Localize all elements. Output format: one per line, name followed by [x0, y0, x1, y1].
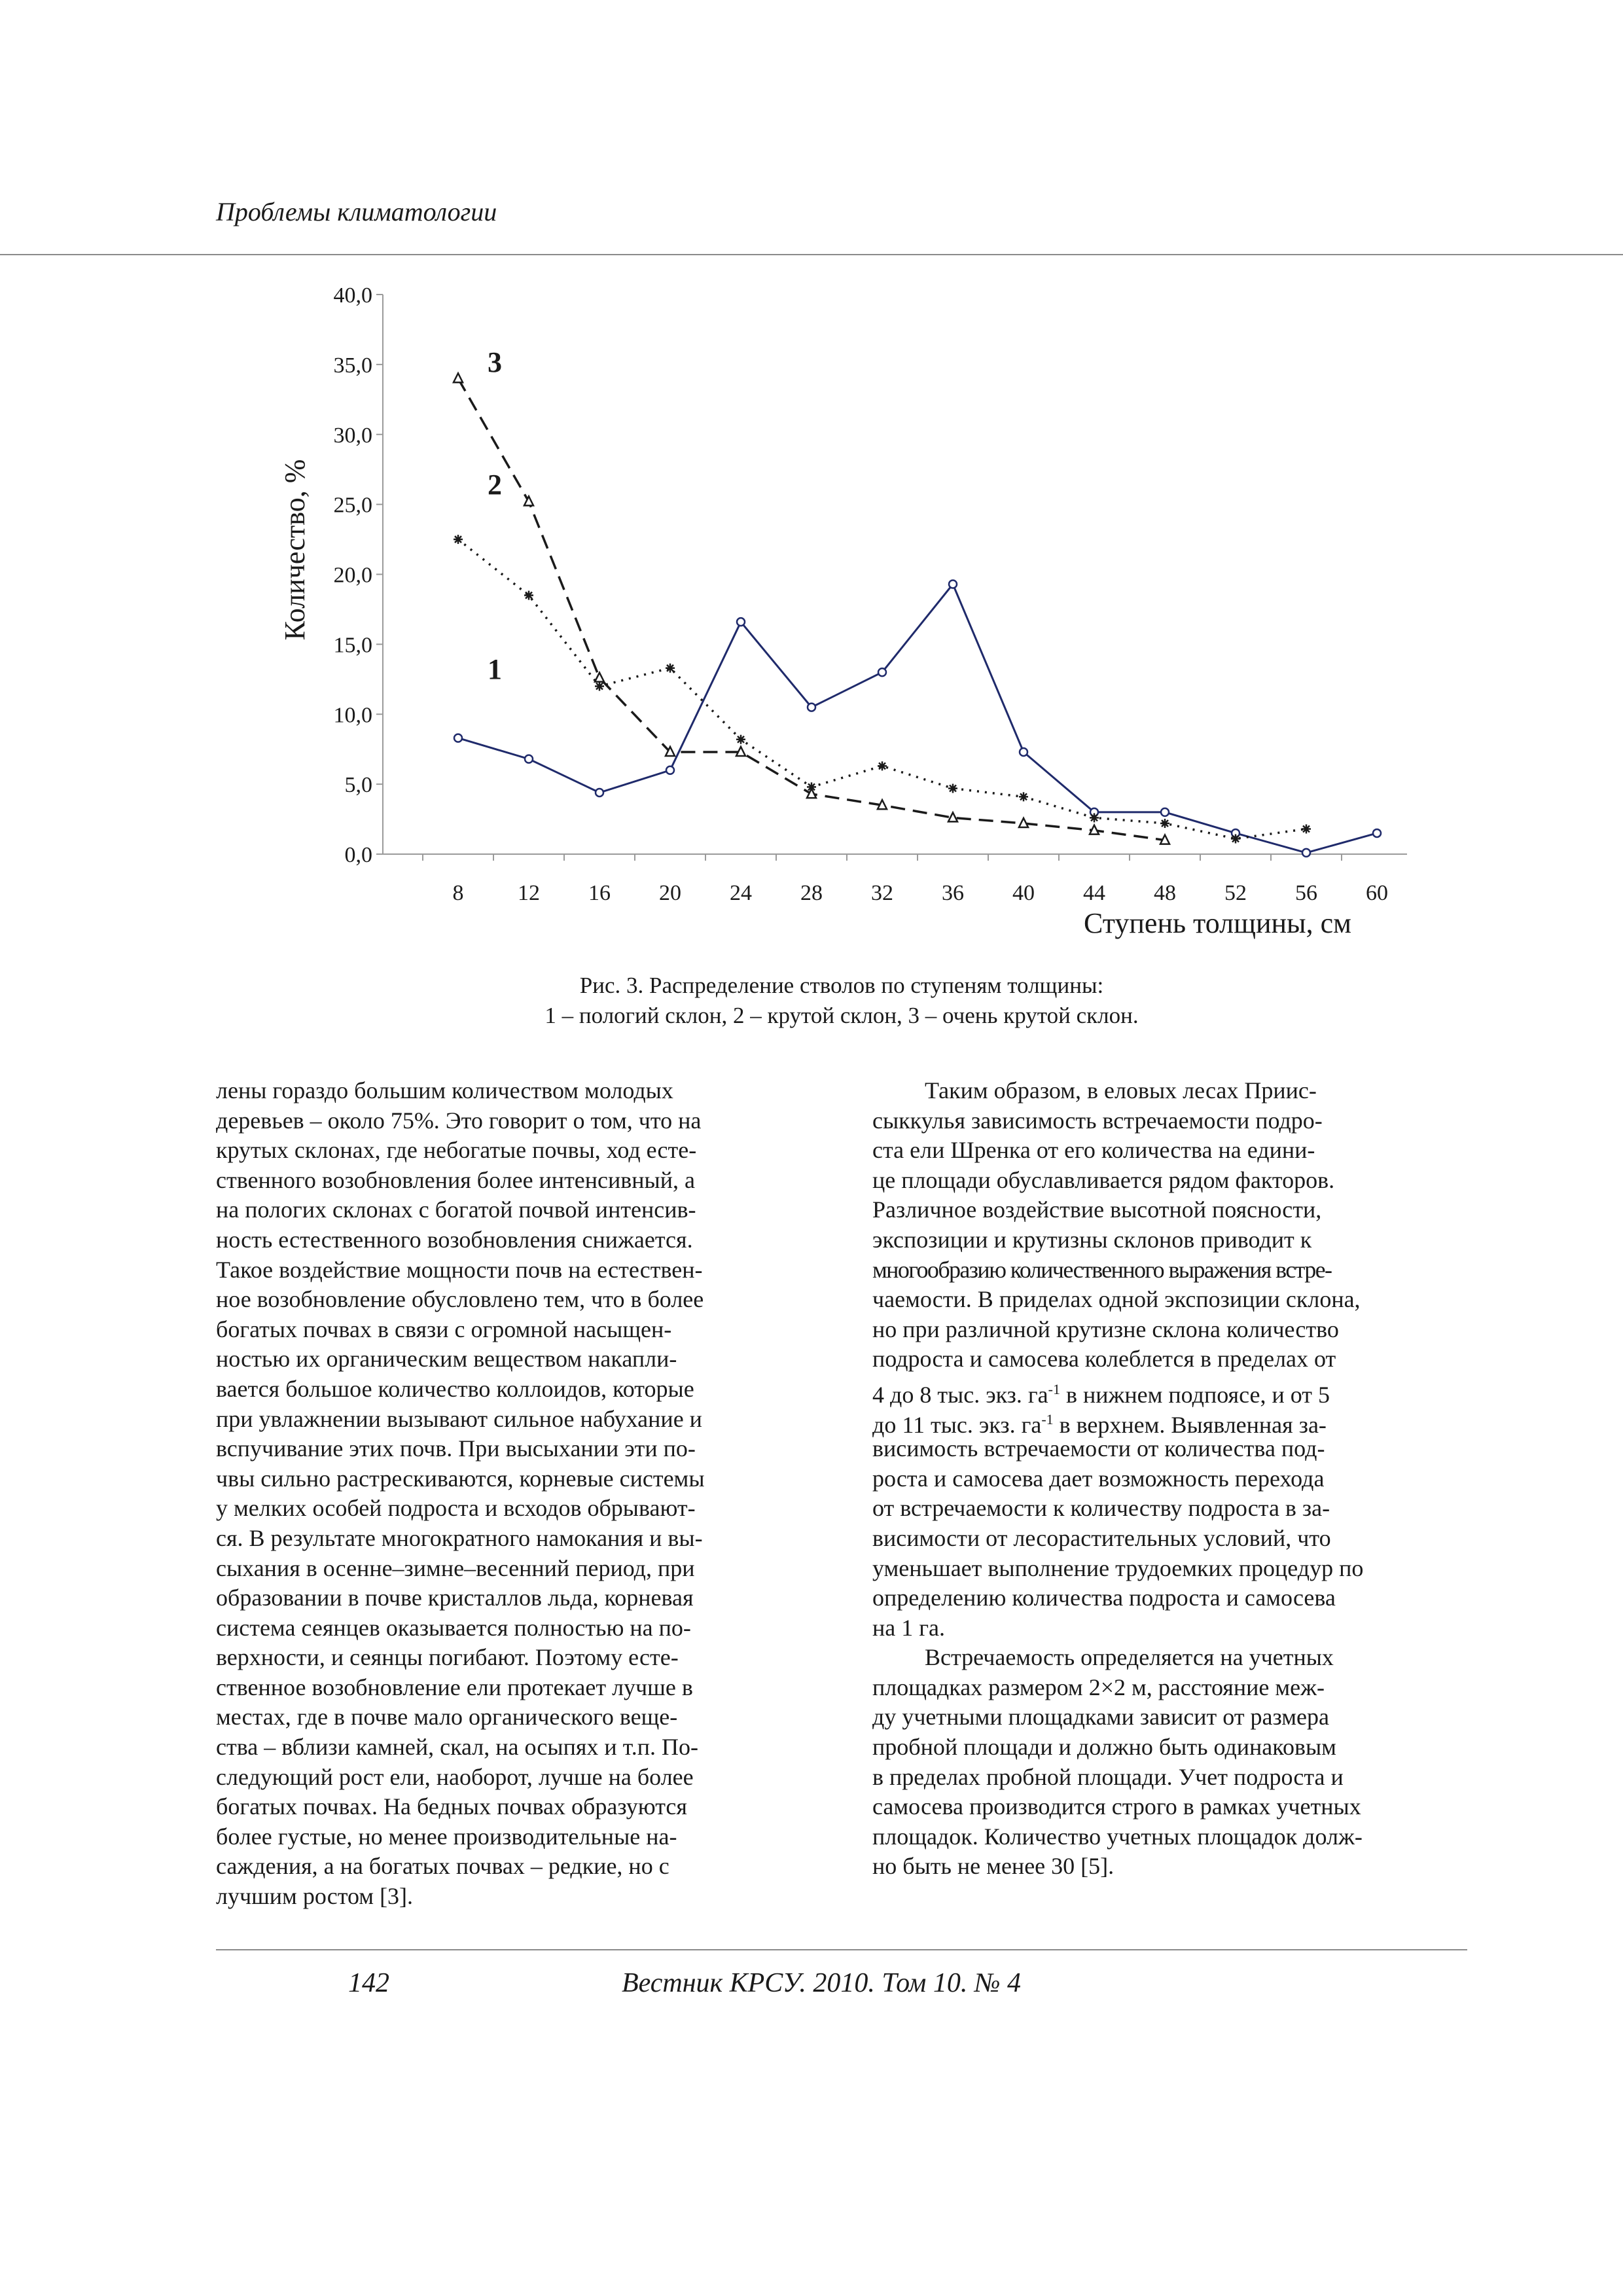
series-1-point	[737, 618, 745, 626]
left-column-line: ное возобновление обусловлено тем, что в более	[216, 1286, 704, 1313]
left-column-line: сыхания в осенне–зимне–весенний период, при	[216, 1554, 695, 1581]
right-column-line: до 11 тыс. экз. $га^{-1}$ в верхнем. Выявленная за-	[872, 1410, 1327, 1438]
left-column-line: ственное возобновление ели протекает лучше в	[216, 1674, 693, 1700]
series-2-point	[1302, 825, 1311, 834]
right-column-line: ду учетными площадками зависит от размера	[872, 1704, 1329, 1731]
series-3-point	[948, 812, 957, 821]
left-column-line: чвы сильно растрескиваются, корневые системы	[216, 1465, 705, 1492]
right-column-line: в пределах пробной площади. Учет подроста и	[872, 1763, 1344, 1790]
right-column-line: определению количества подроста и самосева	[872, 1585, 1336, 1611]
series-3-point	[595, 673, 604, 682]
series-2-point	[595, 682, 604, 691]
right-text-column	[872, 1076, 1463, 1882]
curve-label-3: 3	[488, 346, 502, 378]
series-2-point	[454, 535, 463, 544]
x-tick-label: 44	[1083, 881, 1105, 905]
x-tick-label: 12	[518, 881, 540, 905]
series-1-point	[596, 789, 603, 797]
left-text-column	[216, 1076, 806, 1912]
series-1-point	[525, 755, 533, 763]
y-tick-label: 25,0	[333, 493, 372, 518]
left-column-line: у мелких особей подроста и всходов обрывают-	[216, 1495, 696, 1522]
x-tick-label: 16	[588, 881, 611, 905]
right-column-line: многообразию количественного выражения встре-	[872, 1256, 1332, 1283]
series-1-point	[1020, 748, 1027, 756]
series-2-point	[666, 664, 675, 673]
right-column-line: подроста и самосева колеблется в пределах от	[872, 1346, 1336, 1372]
series-1-point	[1161, 808, 1169, 816]
left-column-line: богатых почвах в связи с огромной насыщен-	[216, 1316, 672, 1342]
right-column-line: висимость встречаемости от количества под-	[872, 1435, 1325, 1462]
left-column-line: ность естественного возобновления снижается.	[216, 1226, 693, 1253]
series-1-point	[1302, 849, 1310, 857]
left-column-line: образовании в почве кристаллов льда, корневая	[216, 1585, 694, 1611]
series-1-point	[878, 668, 886, 676]
right-column-line: пробной площади и должно быть одинаковым	[872, 1734, 1336, 1761]
left-column-line: местах, где в почве мало органического веще-	[216, 1704, 678, 1731]
series-1-point	[454, 734, 462, 742]
right-column-line: чаемости. В приделах одной экспозиции склона,	[872, 1286, 1361, 1313]
figure-caption-legend: 1 – пологий склон, 2 – крутой склон, 3 – очень крутой склон.	[544, 1003, 1139, 1028]
y-tick-label: 10,0	[333, 703, 372, 728]
x-axis-title: Ступень толщины, см	[1083, 907, 1351, 939]
left-column-line: ностью их органическим веществом накапли-	[216, 1346, 677, 1372]
right-column-line: уменьшает выполнение трудоемких процедур по	[872, 1554, 1364, 1581]
x-tick-label: 48	[1154, 881, 1176, 905]
series-1-point	[949, 580, 957, 588]
y-tick-label: 40,0	[333, 283, 372, 308]
line-tail: в нижнем подпоясе, и от 5	[1060, 1381, 1330, 1408]
right-column-line: самосева производится строго в рамках учетных	[872, 1793, 1361, 1820]
x-tick-label: 52	[1224, 881, 1247, 905]
y-tick-label: 20,0	[333, 563, 372, 588]
x-tick-label: 32	[871, 881, 893, 905]
series-2-point	[948, 784, 957, 793]
left-column-line: вается большое количество коллоидов, которые	[216, 1375, 694, 1402]
right-column-line: ста ели Шренка от его количества на едини-	[872, 1137, 1315, 1164]
series-1-point	[1373, 829, 1381, 837]
x-tick-label: 56	[1295, 881, 1317, 905]
left-column-line: система сеянцев оказывается полностью на по-	[216, 1614, 691, 1641]
left-column-line: Такое воздействие мощности почв на естествен-	[216, 1256, 703, 1283]
y-tick-label: 35,0	[333, 353, 372, 378]
left-column-line: более густые, но менее производительные на-	[216, 1823, 677, 1850]
series-2-point	[1090, 813, 1099, 822]
header-rule	[0, 254, 1623, 255]
left-column-line: верхности, и сеянцы погибают. Поэтому есте-	[216, 1644, 679, 1671]
right-column-line: це площади обуславливается рядом факторов.	[872, 1166, 1335, 1193]
x-tick-label: 60	[1366, 881, 1388, 905]
curve-label-1: 1	[488, 653, 502, 685]
y-axis-title: Количество, %	[279, 459, 311, 641]
right-column-line: роста и самосева дает возможность перехода	[872, 1465, 1325, 1492]
right-column-line: Встречаемость определяется на учетных	[925, 1644, 1334, 1671]
x-tick-label: 8	[452, 881, 464, 905]
series-2-point	[1231, 834, 1240, 843]
y-tick-label: 15,0	[333, 633, 372, 658]
x-tick-label: 20	[659, 881, 681, 905]
y-tick-label: 30,0	[333, 423, 372, 448]
series-1-point	[808, 704, 815, 711]
left-column-line: саждения, а на богатых почвах – редкие, но с	[216, 1853, 669, 1880]
left-column-line: вспучивание этих почв. При высыхании эти по-	[216, 1435, 696, 1462]
left-column-line: следующий рост ели, наоборот, лучше на более	[216, 1763, 694, 1790]
right-column-line: сыккулья зависимость встречаемости подро-	[872, 1107, 1323, 1134]
series-3-point	[454, 373, 463, 382]
line-tail: в верхнем. Выявленная за-	[1053, 1411, 1327, 1438]
journal-citation: Вестник КРСУ. 2010. Том 10. № 4	[622, 1968, 1021, 1998]
left-column-line: лучшим ростом [3].	[216, 1883, 414, 1910]
right-column-line: но быть не менее 30 [5].	[872, 1853, 1115, 1880]
left-column-line: на пологих склонах с богатой почвой интенсив-	[216, 1196, 696, 1223]
right-column-line: Таким образом, в еловых лесах Прииc-	[925, 1077, 1317, 1103]
right-column-line: на 1 га.	[872, 1614, 945, 1641]
left-column-line: ственного возобновления более интенсивный, а	[216, 1166, 695, 1193]
right-column-line: Различное воздействие высотной поясности,	[872, 1196, 1322, 1223]
series-2-point	[1160, 819, 1169, 828]
page-number: 142	[348, 1968, 389, 1998]
right-column-line: экспозиции и крутизны склонов приводит к	[872, 1226, 1312, 1253]
series-3-line	[458, 378, 1165, 840]
right-column-line: от встречаемости к количеству подроста в за-	[872, 1495, 1330, 1522]
right-column-line: площадок. Количество учетных площадок долж-	[872, 1823, 1363, 1850]
superscript: -1	[1041, 1410, 1054, 1427]
right-column-line: висимости от лесорастительных условий, что	[872, 1524, 1331, 1551]
left-column-line: при увлажнении вызывают сильное набухание и	[216, 1405, 702, 1432]
left-column-line: крутых склонах, где небогатые почвы, ход есте-	[216, 1137, 697, 1164]
x-tick-label: 24	[730, 881, 752, 905]
superscript: -1	[1048, 1380, 1060, 1397]
left-column-line: богатых почвах. На бедных почвах образуются	[216, 1793, 687, 1820]
series-2-point	[524, 591, 533, 600]
x-tick-label: 36	[942, 881, 964, 905]
figure-caption-title: Рис. 3. Распределение стволов по ступеням толщины:	[579, 973, 1104, 998]
series-1-point	[666, 766, 674, 774]
left-column-line: деревьев – около 75%. Это говорит о том, что на	[216, 1107, 702, 1134]
running-title: Проблемы климатологии	[216, 197, 497, 226]
left-column-line: ства – вблизи камней, скал, на осыпях и т.п. По-	[216, 1734, 698, 1761]
footer-rule	[216, 1949, 1467, 1950]
y-tick-label: 0,0	[344, 843, 372, 867]
series-2-point	[736, 735, 745, 744]
right-column-line: площадках размером 2×2 м, расстояние меж-	[872, 1674, 1325, 1700]
x-tick-label: 28	[800, 881, 823, 905]
right-column-line: но при различной крутизне склона количество	[872, 1316, 1339, 1342]
series-2-point	[1019, 792, 1028, 801]
right-column-line: 4 до 8 тыс. экз. $га^{-1}$ в нижнем подпоясе, и от 5	[872, 1380, 1330, 1408]
line-chart	[262, 268, 1407, 956]
left-column-line: лены гораздо большим количеством молодых	[216, 1077, 673, 1103]
left-column-line: ся. В результате многократного намокания и вы-	[216, 1524, 703, 1551]
series-2-point	[878, 761, 887, 770]
series-2-line	[458, 539, 1306, 838]
curve-label-2: 2	[488, 469, 502, 501]
y-tick-label: 5,0	[344, 773, 372, 798]
x-tick-label: 40	[1012, 881, 1035, 905]
